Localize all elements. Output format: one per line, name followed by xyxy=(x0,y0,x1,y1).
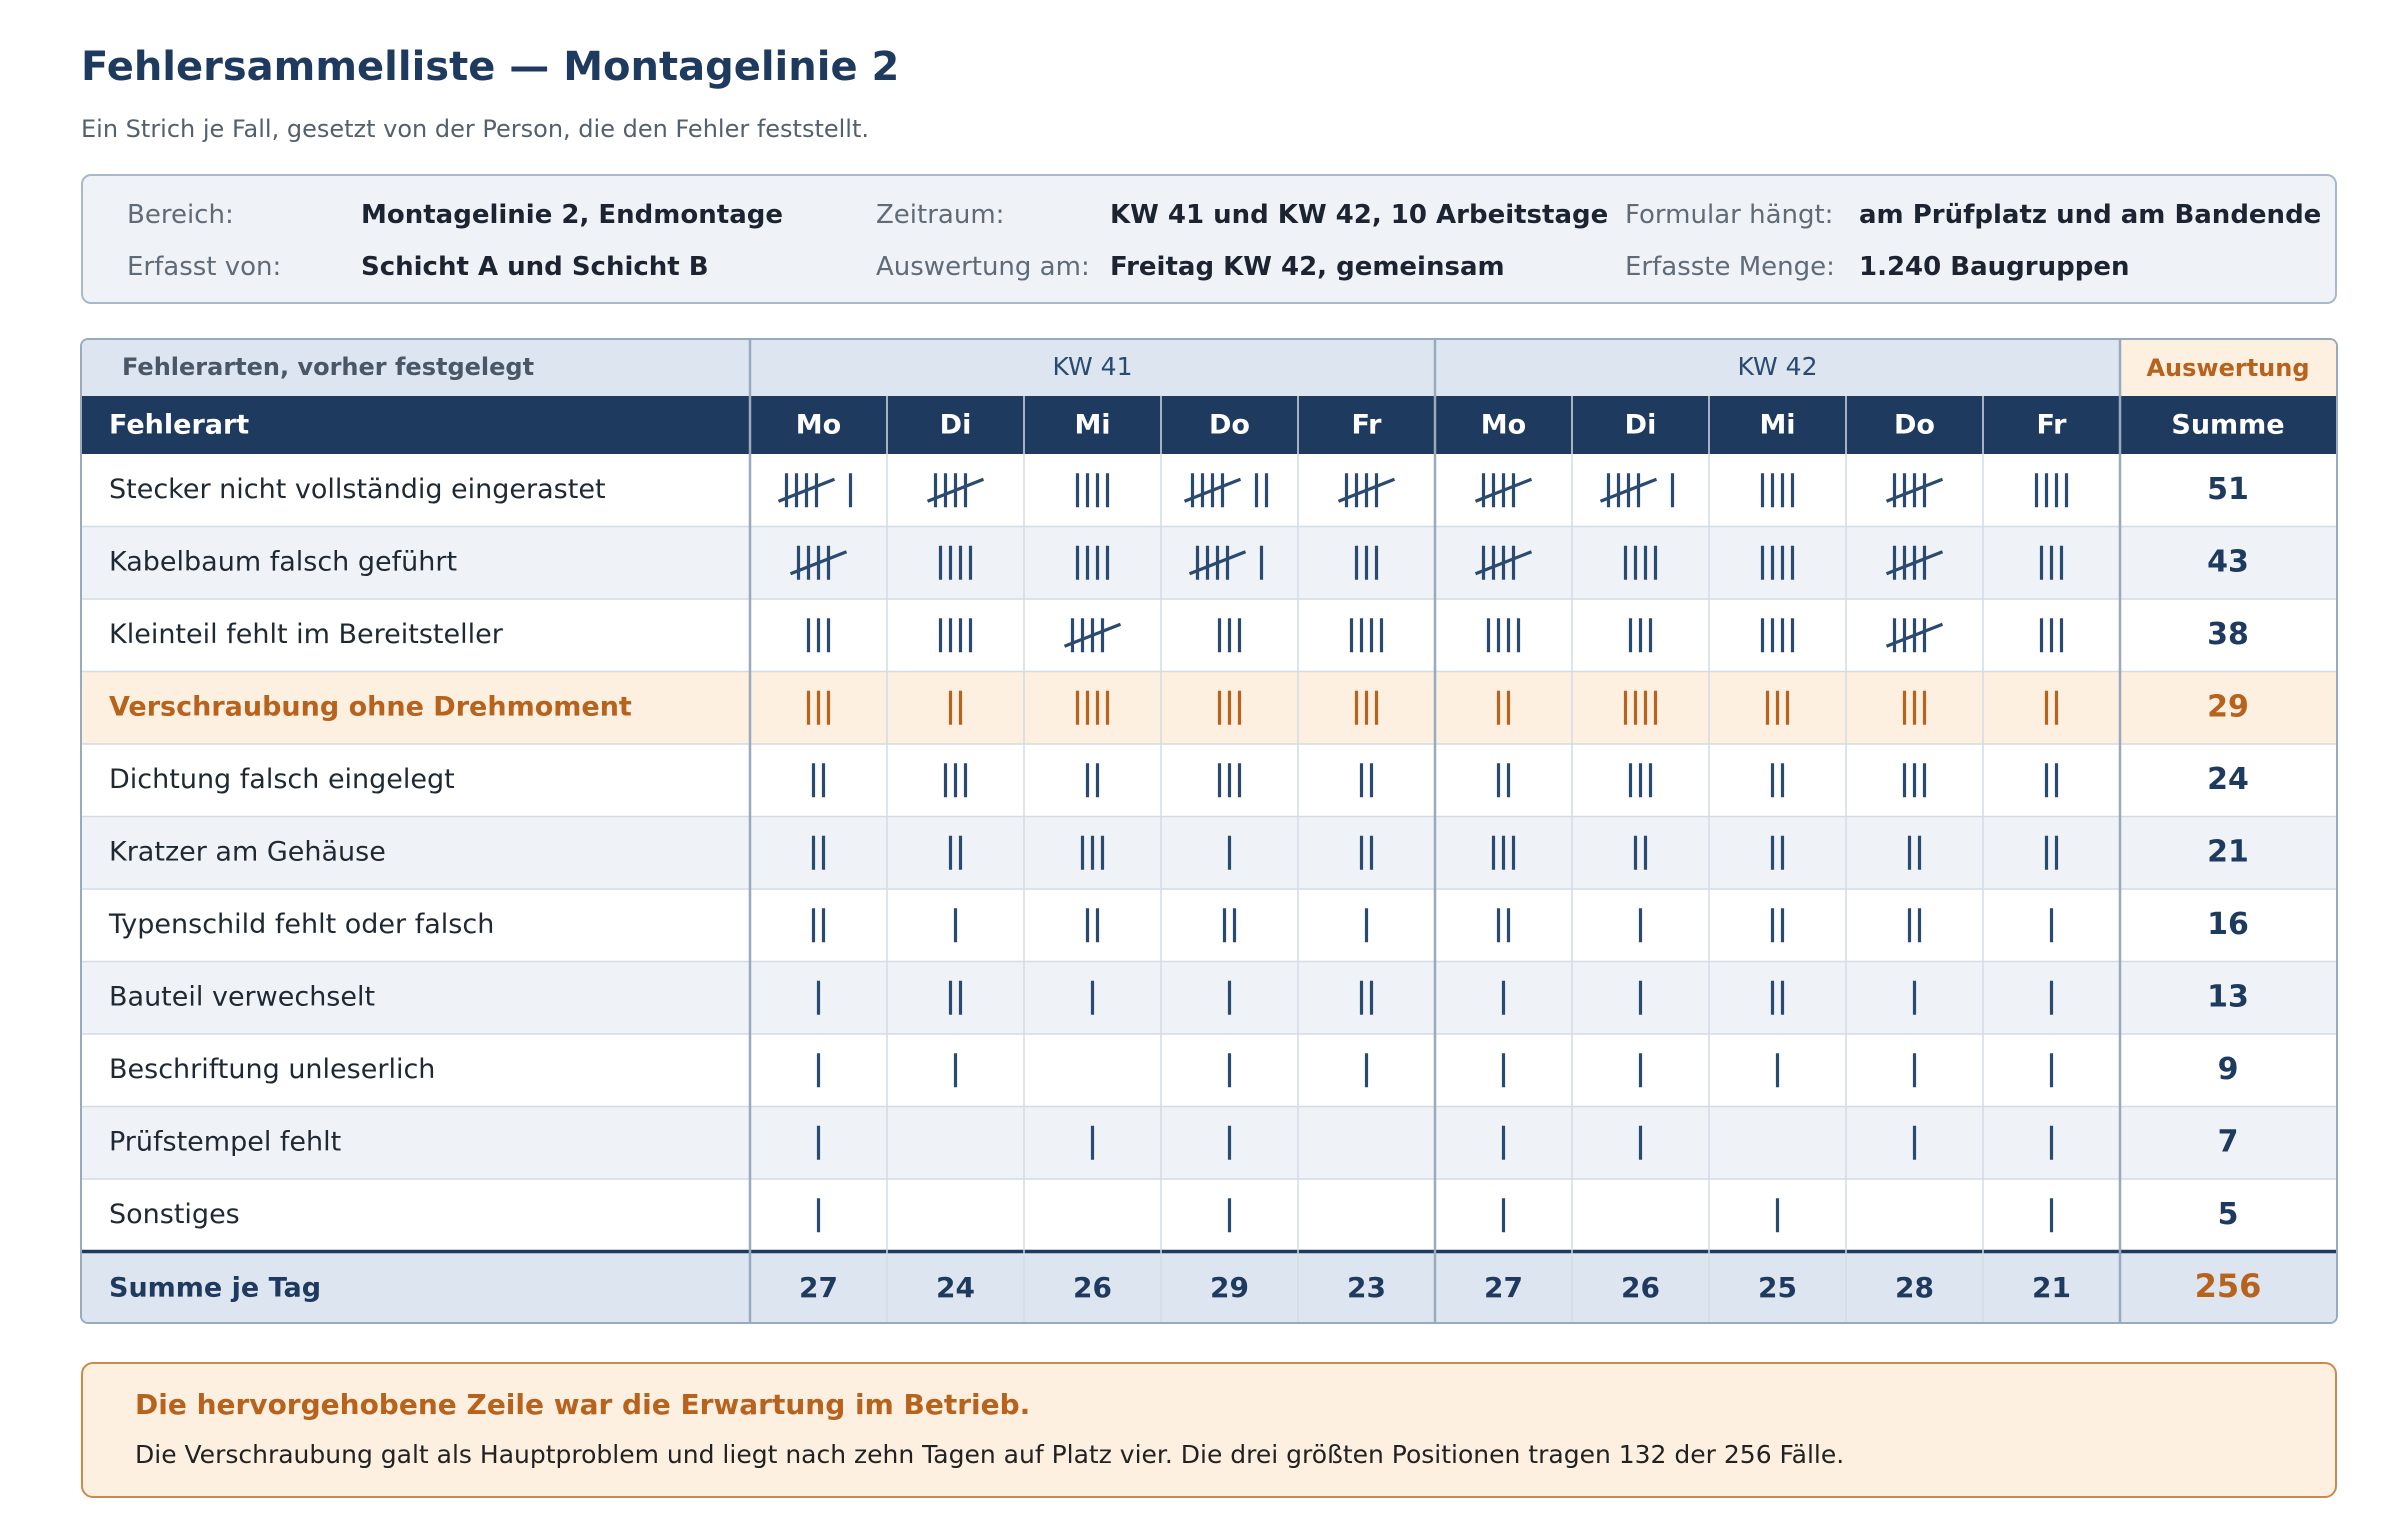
meta-label-menge: Erfasste Menge: xyxy=(1625,252,1835,282)
defect-label: Bauteil verwechselt xyxy=(109,981,376,1013)
defect-label: Kleinteil fehlt im Bereitsteller xyxy=(109,618,503,650)
defect-label: Kabelbaum falsch geführt xyxy=(109,546,458,578)
tally-sheet xyxy=(80,338,2338,1324)
column-header-day: Mi xyxy=(1074,409,1111,441)
table-row xyxy=(82,962,2336,1035)
column-header-day: Mo xyxy=(795,409,842,441)
row-total: 13 xyxy=(2207,979,2249,1015)
day-total: 27 xyxy=(1484,1270,1523,1304)
row-total: 38 xyxy=(2207,616,2249,652)
footer-band xyxy=(82,1252,2336,1323)
row-total: 9 xyxy=(2217,1051,2239,1087)
column-header-day: Mi xyxy=(1759,409,1796,441)
defect-label: Prüfstempel fehlt xyxy=(109,1126,342,1158)
grand-total: 256 xyxy=(2194,1266,2262,1305)
week-label: KW 41 xyxy=(1052,352,1133,381)
day-total: 24 xyxy=(936,1270,975,1304)
defect-label: Sonstiges xyxy=(109,1198,240,1230)
column-header-day: Do xyxy=(1894,409,1935,441)
page-title: Fehlersammelliste — Montagelinie 2 xyxy=(81,44,900,90)
week-label: KW 42 xyxy=(1737,352,1818,381)
meta-value-erfasst: Schicht A und Schicht B xyxy=(361,252,709,282)
callout-box xyxy=(81,1362,2337,1498)
defect-label: Stecker nicht vollständig eingerastet xyxy=(109,473,606,505)
row-total: 7 xyxy=(2217,1124,2239,1160)
row-total: 51 xyxy=(2207,471,2249,507)
meta-label-bereich: Bereich: xyxy=(127,200,234,230)
column-header-sum: Summe xyxy=(2171,409,2285,441)
day-total: 29 xyxy=(1210,1270,1249,1304)
meta-label-auswertung: Auswertung am: xyxy=(876,252,1090,282)
meta-value-zeitraum: KW 41 und KW 42, 10 Arbeitstage xyxy=(1110,200,1609,230)
day-total: 27 xyxy=(799,1270,838,1304)
row-total: 21 xyxy=(2207,834,2249,870)
table-row xyxy=(82,817,2336,890)
row-total: 5 xyxy=(2217,1196,2239,1232)
callout-text: Die Verschraubung galt als Hauptproblem und liegt nach zehn Tagen auf Platz vier. Die drei größten Positionen tragen 132 der 256 Fälle. xyxy=(135,1440,1845,1469)
table-row xyxy=(82,1107,2336,1180)
table-row xyxy=(82,1179,2336,1252)
meta-value-formular: am Prüfplatz und am Bandende xyxy=(1859,200,2322,230)
defect-label: Dichtung falsch eingelegt xyxy=(109,763,455,795)
defect-label: Beschriftung unleserlich xyxy=(109,1053,436,1085)
column-header-day: Di xyxy=(1624,409,1657,441)
day-total: 26 xyxy=(1621,1270,1660,1304)
column-header-defect: Fehlerart xyxy=(109,409,250,441)
day-total: 21 xyxy=(2032,1270,2071,1304)
defect-label: Verschraubung ohne Drehmoment xyxy=(109,691,632,723)
column-header-day: Di xyxy=(939,409,972,441)
column-header-day: Fr xyxy=(2036,409,2067,441)
callout-title: Die hervorgehobene Zeile war die Erwartung im Betrieb. xyxy=(135,1388,1031,1421)
meta-value-menge: 1.240 Baugruppen xyxy=(1859,252,2130,282)
day-total: 25 xyxy=(1758,1270,1797,1304)
meta-label-zeitraum: Zeitraum: xyxy=(876,200,1005,230)
row-total: 29 xyxy=(2207,689,2249,725)
defect-label: Kratzer am Gehäuse xyxy=(109,836,386,868)
meta-value-auswertung: Freitag KW 42, gemeinsam xyxy=(1110,252,1505,282)
column-header-day: Do xyxy=(1209,409,1250,441)
group-label: Fehlerarten, vorher festgelegt xyxy=(122,353,535,381)
meta-value-bereich: Montagelinie 2, Endmontage xyxy=(361,200,783,230)
row-total: 24 xyxy=(2207,761,2249,797)
day-total: 28 xyxy=(1895,1270,1934,1304)
meta-label-formular: Formular hängt: xyxy=(1625,200,1834,230)
defect-label: Typenschild fehlt oder falsch xyxy=(109,908,495,940)
row-total: 43 xyxy=(2207,544,2249,580)
page-subtitle: Ein Strich je Fall, gesetzt von der Person, die den Fehler feststellt. xyxy=(81,115,870,143)
day-total: 23 xyxy=(1347,1270,1386,1304)
meta-label-erfasst: Erfasst von: xyxy=(127,252,282,282)
meta-panel xyxy=(81,174,2337,304)
column-header-day: Fr xyxy=(1351,409,1382,441)
row-total: 16 xyxy=(2207,906,2249,942)
day-total: 26 xyxy=(1073,1270,1112,1304)
tally-table xyxy=(82,340,2336,1322)
eval-label: Auswertung xyxy=(2146,354,2310,382)
footer-label: Summe je Tag xyxy=(109,1272,322,1304)
column-header-day: Mo xyxy=(1480,409,1527,441)
